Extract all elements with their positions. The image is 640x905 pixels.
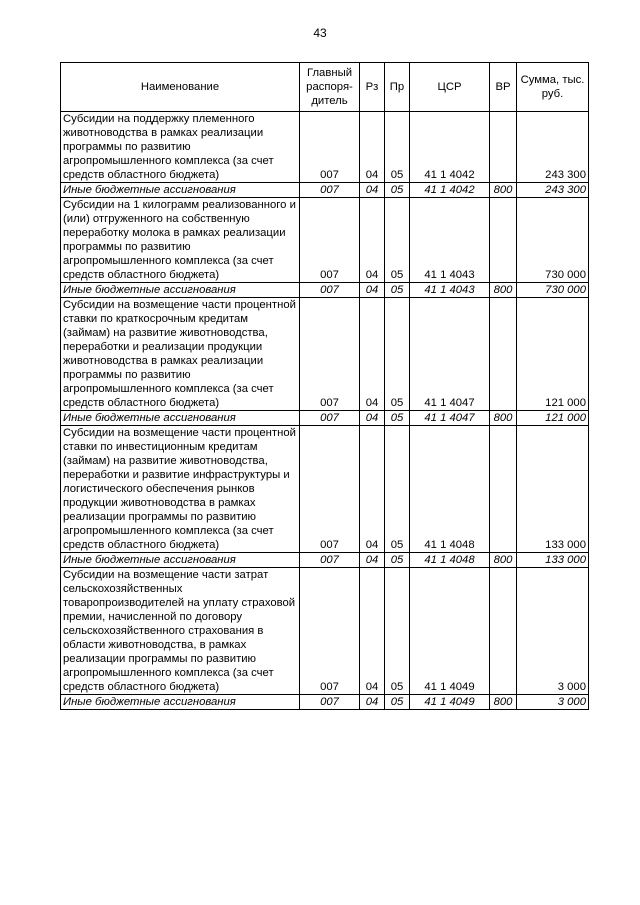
budget-table — [60, 62, 589, 710]
row-name: Иные бюджетные ассигнования — [61, 411, 300, 426]
row-admin: 007 — [300, 198, 360, 283]
row-sum: 133 000 — [517, 426, 589, 553]
row-csr: 41 1 4047 — [410, 411, 490, 426]
row-rz: 04 — [360, 411, 385, 426]
row-pr: 05 — [385, 426, 410, 553]
row-pr: 05 — [385, 112, 410, 183]
row-name: Субсидии на 1 килограмм реализованного и (или) отгруженного на собственную переработку молока в рамках реализации программы по развитию агропромышленного комплекса (за счет средств областного бюджета) — [61, 198, 300, 283]
row-pr: 05 — [385, 568, 410, 695]
row-sum: 730 000 — [517, 198, 589, 283]
row-vr — [490, 112, 517, 183]
row-admin: 007 — [300, 112, 360, 183]
row-admin: 007 — [300, 298, 360, 411]
table-row — [61, 198, 589, 283]
row-admin: 007 — [300, 553, 360, 568]
table-row — [61, 426, 589, 553]
row-csr: 41 1 4048 — [410, 553, 490, 568]
table-row — [61, 283, 589, 298]
row-vr: 800 — [490, 553, 517, 568]
header-csr: ЦСР — [410, 63, 490, 112]
table-row — [61, 411, 589, 426]
row-vr — [490, 198, 517, 283]
row-sum: 3 000 — [517, 695, 589, 710]
header-admin: Главный распоря-дитель — [300, 63, 360, 112]
row-name: Иные бюджетные ассигнования — [61, 695, 300, 710]
table-row — [61, 183, 589, 198]
row-name: Иные бюджетные ассигнования — [61, 183, 300, 198]
row-csr: 41 1 4043 — [410, 198, 490, 283]
row-admin: 007 — [300, 695, 360, 710]
row-sum: 3 000 — [517, 568, 589, 695]
header-sum: Сумма, тыс. руб. — [517, 63, 589, 112]
row-pr: 05 — [385, 183, 410, 198]
table-row — [61, 112, 589, 183]
row-csr: 41 1 4043 — [410, 283, 490, 298]
row-vr — [490, 568, 517, 695]
row-name: Субсидии на поддержку племенного животноводства в рамках реализации программы по развитию агропромышленного комплекса (за счет средств областного бюджета) — [61, 112, 300, 183]
table-row — [61, 568, 589, 695]
row-sum: 730 000 — [517, 283, 589, 298]
header-rz: Рз — [360, 63, 385, 112]
row-vr: 800 — [490, 695, 517, 710]
row-rz: 04 — [360, 553, 385, 568]
table-row — [61, 553, 589, 568]
header-pr: Пр — [385, 63, 410, 112]
row-rz: 04 — [360, 112, 385, 183]
row-vr: 800 — [490, 411, 517, 426]
table-header-row — [61, 63, 589, 112]
row-pr: 05 — [385, 695, 410, 710]
table-row — [61, 298, 589, 411]
row-name: Иные бюджетные ассигнования — [61, 283, 300, 298]
header-name: Наименование — [61, 63, 300, 112]
row-pr: 05 — [385, 283, 410, 298]
row-csr: 41 1 4042 — [410, 183, 490, 198]
row-name: Субсидии на возмещение части затрат сельскохозяйственных товаропроизводителей на уплату страховой премии, начисленной по договору сельскохозяйственного страхования в области животноводства, в рамках реализации программы по развитию агропромышленного комплекса (за счет средств областного бюджета) — [61, 568, 300, 695]
row-name: Иные бюджетные ассигнования — [61, 553, 300, 568]
row-vr — [490, 426, 517, 553]
row-admin: 007 — [300, 283, 360, 298]
row-csr: 41 1 4049 — [410, 695, 490, 710]
row-pr: 05 — [385, 411, 410, 426]
row-sum: 121 000 — [517, 411, 589, 426]
row-rz: 04 — [360, 183, 385, 198]
row-vr — [490, 298, 517, 411]
row-pr: 05 — [385, 198, 410, 283]
row-pr: 05 — [385, 298, 410, 411]
row-sum: 243 300 — [517, 183, 589, 198]
row-rz: 04 — [360, 283, 385, 298]
row-sum: 243 300 — [517, 112, 589, 183]
row-admin: 007 — [300, 183, 360, 198]
row-rz: 04 — [360, 198, 385, 283]
row-vr: 800 — [490, 283, 517, 298]
row-name: Субсидии на возмещение части процентной ставки по инвестиционным кредитам (займам) на развитие животноводства, переработки и развитие инфраструктуры и логистического обеспечения рынков продукции животноводства в рамках реализации программы по развитию агропромышленного комплекса (за счет средств областного бюджета) — [61, 426, 300, 553]
page-number: 43 — [313, 26, 327, 40]
row-pr: 05 — [385, 553, 410, 568]
row-admin: 007 — [300, 411, 360, 426]
row-csr: 41 1 4049 — [410, 568, 490, 695]
header-vr: ВР — [490, 63, 517, 112]
row-csr: 41 1 4042 — [410, 112, 490, 183]
row-rz: 04 — [360, 298, 385, 411]
row-admin: 007 — [300, 426, 360, 553]
row-name: Субсидии на возмещение части процентной ставки по краткосрочным кредитам (займам) на развитие животноводства, переработки и реализации продукции животноводства в рамках реализации программы по развитию агропромышленного комплекса (за счет средств областного бюджета) — [61, 298, 300, 411]
row-sum: 133 000 — [517, 553, 589, 568]
row-rz: 04 — [360, 568, 385, 695]
row-admin: 007 — [300, 568, 360, 695]
row-rz: 04 — [360, 426, 385, 553]
table-row — [61, 695, 589, 710]
row-rz: 04 — [360, 695, 385, 710]
row-vr: 800 — [490, 183, 517, 198]
row-csr: 41 1 4047 — [410, 298, 490, 411]
row-sum: 121 000 — [517, 298, 589, 411]
row-csr: 41 1 4048 — [410, 426, 490, 553]
